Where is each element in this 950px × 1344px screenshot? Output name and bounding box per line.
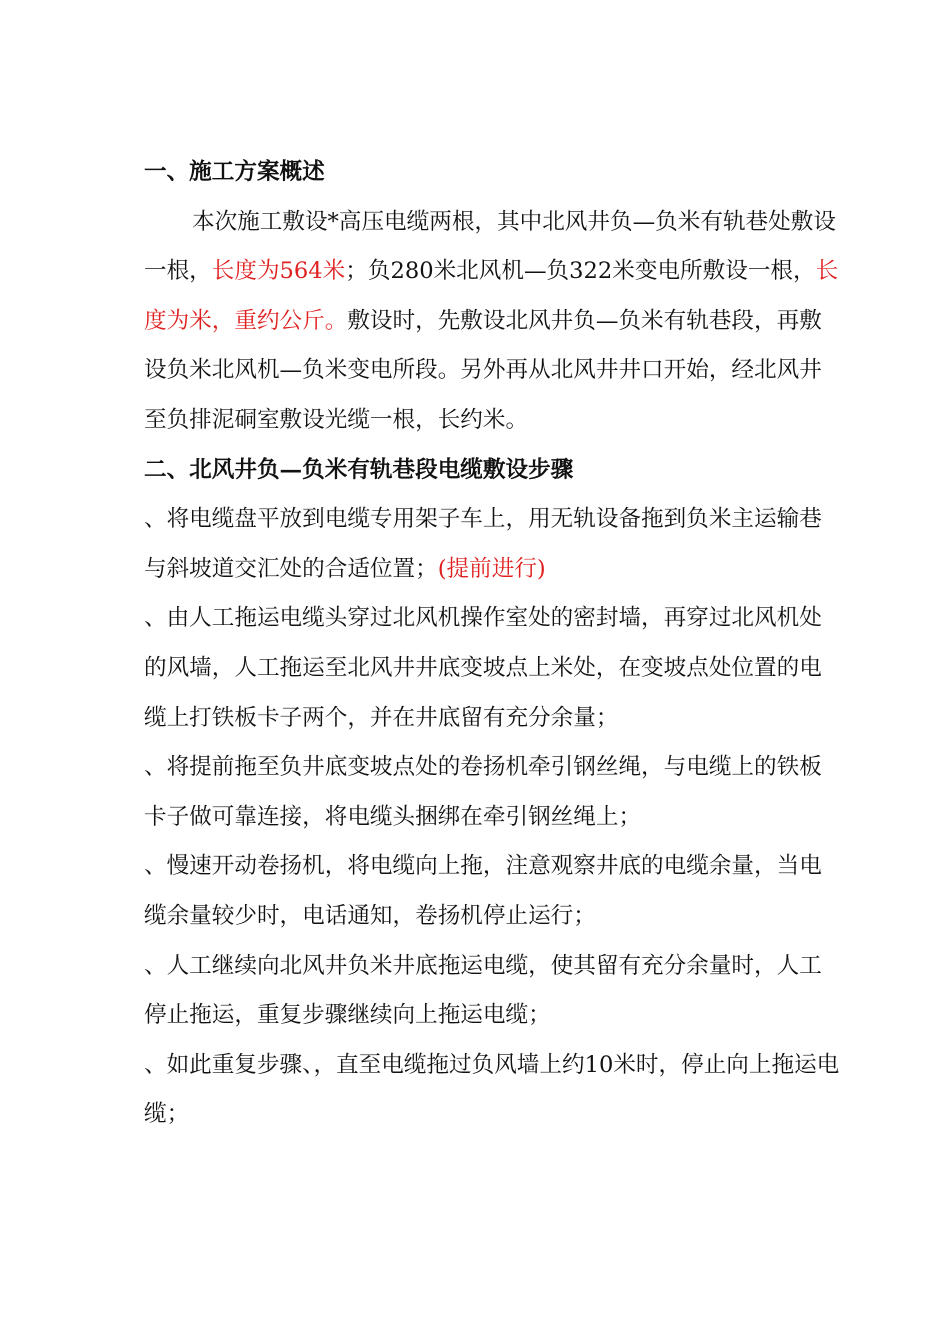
step-5: 、人工继续向北风井负米井底拖运电缆，使其留有充分余量时，人工停止拖运，重复步骤继续向上拖运电缆；: [144, 952, 822, 1029]
highlight-length-weight: 长度为米，重约公斤。: [144, 258, 839, 334]
step-2: 、由人工拖运电缆头穿过北风机操作室处的密封墙，再穿过北风机处的风墙，人工拖运至北风井井底变坡点上米处，在变坡点处位置的电缆上打铁板卡子两个，并在井底留有充分余量；: [144, 605, 822, 731]
overview-text-part2: ；负280米北风机—负322米变电所敷设一根，: [345, 258, 816, 285]
overview-paragraph: [144, 198, 844, 446]
step-1-text: 、将电缆盘平放到电缆专用架子车上，用无轨设备拖到负米主运输巷与斜坡道交汇处的合适位置；: [144, 506, 822, 582]
overview-text-part3: 敷设时，先敷设北风井负—负米有轨巷段，再敷设负米北风机—负米变电所段。另外再从北风井井口开始，经北风井至负排泥硐室敷设光缆一根，长约米。: [144, 307, 822, 433]
step-1-note: (提前进行): [437, 555, 546, 582]
step-6: 、如此重复步骤、，直至电缆拖过负风墙上约10米时，停止向上拖运电缆；: [144, 1051, 840, 1128]
step-4: 、慢速开动卷扬机，将电缆向上拖，注意观察井底的电缆余量，当电缆余量较少时，电话通知，卷扬机停止运行；: [144, 853, 822, 929]
section-heading-overview: 一、施工方案概述: [144, 159, 325, 185]
highlight-length-564: 长度为564米: [211, 258, 346, 285]
section-heading-steps: 二、北风井负—负米有轨巷段电缆敷设步骤: [144, 456, 574, 483]
step-3: 、将提前拖至负井底变坡点处的卷扬机牵引钢丝绳，与电缆上的铁板卡子做可靠连接，将电缆头捆绑在牵引钢丝绳上；: [144, 754, 822, 830]
overview-text-part1: 本次施工敷设*高压电缆两根，其中北风井负—负米有轨巷处敷设一根，: [144, 208, 836, 285]
document-body: [144, 148, 844, 1140]
step-1: [144, 495, 844, 594]
